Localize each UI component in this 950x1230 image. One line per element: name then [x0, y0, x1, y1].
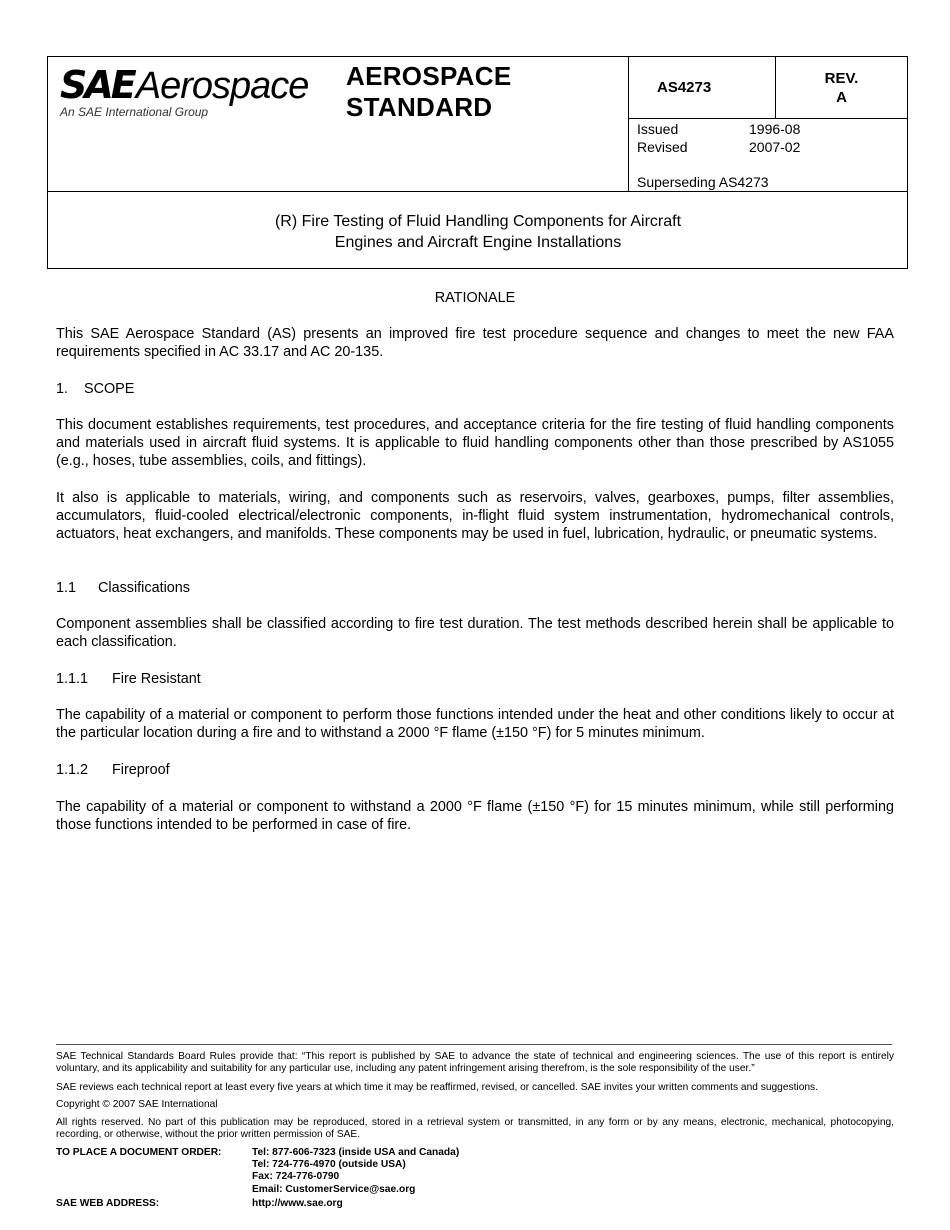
section-title: Classifications	[98, 580, 190, 596]
footer-rules: SAE Technical Standards Board Rules provide that: “This report is published by SAE to advance the state of technical and engineering sciences. The use of this report is entirely voluntary, and its applicability and suitability for any particular use, including any patent infringement arising therefrom, is the sole responsibility of the user.”	[56, 1051, 894, 1074]
revised-label: Revised	[637, 139, 688, 155]
section-title: Fire Resistant	[112, 671, 201, 687]
header-box	[47, 56, 908, 269]
order-tel-outside: Tel: 724-776-4970 (outside USA)	[252, 1159, 406, 1170]
section-heading-classifications	[56, 579, 894, 597]
order-email[interactable]: Email: CustomerService@sae.org	[252, 1184, 416, 1195]
rationale-heading: RATIONALE	[434, 290, 516, 306]
logo-sae-text: SAE	[60, 63, 134, 107]
footer-rights: All rights reserved. No part of this publication may be reproduced, stored in a retrieval system or transmitted, in any form or by any means, electronic, mechanical, photocopying, recording, or otherwise, without the prior written permission of SAE.	[56, 1117, 894, 1140]
standard-type-line2: STANDARD	[346, 92, 493, 122]
section-number: 1.1.2	[56, 762, 89, 778]
fireproof-paragraph: The capability of a material or component to withstand a 2000 °F flame (±150 °F) for 15 minutes minimum, while still performing those functions intended to be performed in case of fire.	[56, 799, 894, 833]
section-number: 1.	[56, 381, 69, 397]
revision-label: REV.	[824, 70, 859, 87]
section-heading-fire-resistant	[56, 670, 894, 688]
section-title: Fireproof	[112, 762, 170, 778]
header-divider	[628, 118, 908, 119]
issued-label: Issued	[637, 121, 679, 137]
logo-aerospace-text: Aerospace	[135, 65, 309, 107]
issue-dates	[637, 120, 800, 156]
header-divider	[48, 191, 908, 192]
standard-type	[346, 61, 511, 123]
section-number: 1.1	[56, 580, 77, 596]
superseding-note: Superseding AS4273	[637, 174, 769, 190]
standard-type-line1: AEROSPACE	[346, 61, 512, 91]
section-heading-scope	[56, 380, 894, 398]
section-title: SCOPE	[84, 381, 135, 397]
header-divider	[628, 57, 629, 191]
footer-review: SAE reviews each technical report at least every five years at which time it may be reaffirmed, revised, or cancelled. SAE invites your written comments and suggestions.	[56, 1082, 818, 1093]
fire-resistant-paragraph: The capability of a material or component to perform those functions intended under the heat and other conditions likely to occur at the particular location during a fire and to withstand a 2000 °F flame (±150 °F) for 5 minutes minimum.	[56, 707, 894, 741]
document-title	[48, 211, 908, 253]
classifications-paragraph: Component assemblies shall be classified according to fire test duration. The test methods described herein shall be applicable to each classification.	[56, 616, 894, 650]
section-number: 1.1.1	[56, 671, 89, 687]
issued-value: 1996-08	[749, 121, 801, 137]
document-number: AS4273	[657, 79, 712, 96]
revision-value: A	[836, 89, 847, 106]
section-heading-fireproof	[56, 761, 894, 779]
scope-paragraph-1: This document establishes requirements, test procedures, and acceptance criteria for the fire testing of fluid handling components and materials used in aircraft fluid systems. It is applicable to fluid handling components other than those prescribed by AS1055 (e.g., hoses, tube assemblies, coils, and fittings).	[56, 417, 894, 469]
order-tel-inside: Tel: 877-606-7323 (inside USA and Canada)	[252, 1147, 460, 1158]
document-title-line2: Engines and Aircraft Engine Installations	[334, 234, 622, 251]
document-title-line1: (R) Fire Testing of Fluid Handling Components for Aircraft	[274, 213, 682, 230]
order-fax: Fax: 724-776-0790	[252, 1171, 340, 1182]
scope-paragraph-2: It also is applicable to materials, wiring, and components such as reservoirs, valves, gearboxes, pumps, filter assemblies, accumulators, fluid-cooled electrical/electronic components, in-flight fluid system instrumentation, hydromechanical controls, actuators, heat exchangers, and manifolds. These components may be used in fuel, lubrication, hydraulic, or pneumatic systems.	[56, 490, 894, 542]
web-address-label: SAE WEB ADDRESS:	[56, 1198, 160, 1209]
revised-value: 2007-02	[749, 139, 801, 155]
rationale-paragraph: This SAE Aerospace Standard (AS) presents an improved fire test procedure sequence and changes to meet the new FAA requirements specified in AC 33.17 and AC 20-135.	[56, 326, 894, 360]
sae-aerospace-logo	[60, 63, 309, 123]
footer-divider	[56, 1044, 892, 1045]
order-label: TO PLACE A DOCUMENT ORDER:	[56, 1147, 222, 1158]
logo-subtitle: An SAE International Group	[60, 105, 209, 119]
footer-copyright: Copyright © 2007 SAE International	[56, 1099, 218, 1110]
web-address-link[interactable]: http://www.sae.org	[252, 1198, 343, 1209]
